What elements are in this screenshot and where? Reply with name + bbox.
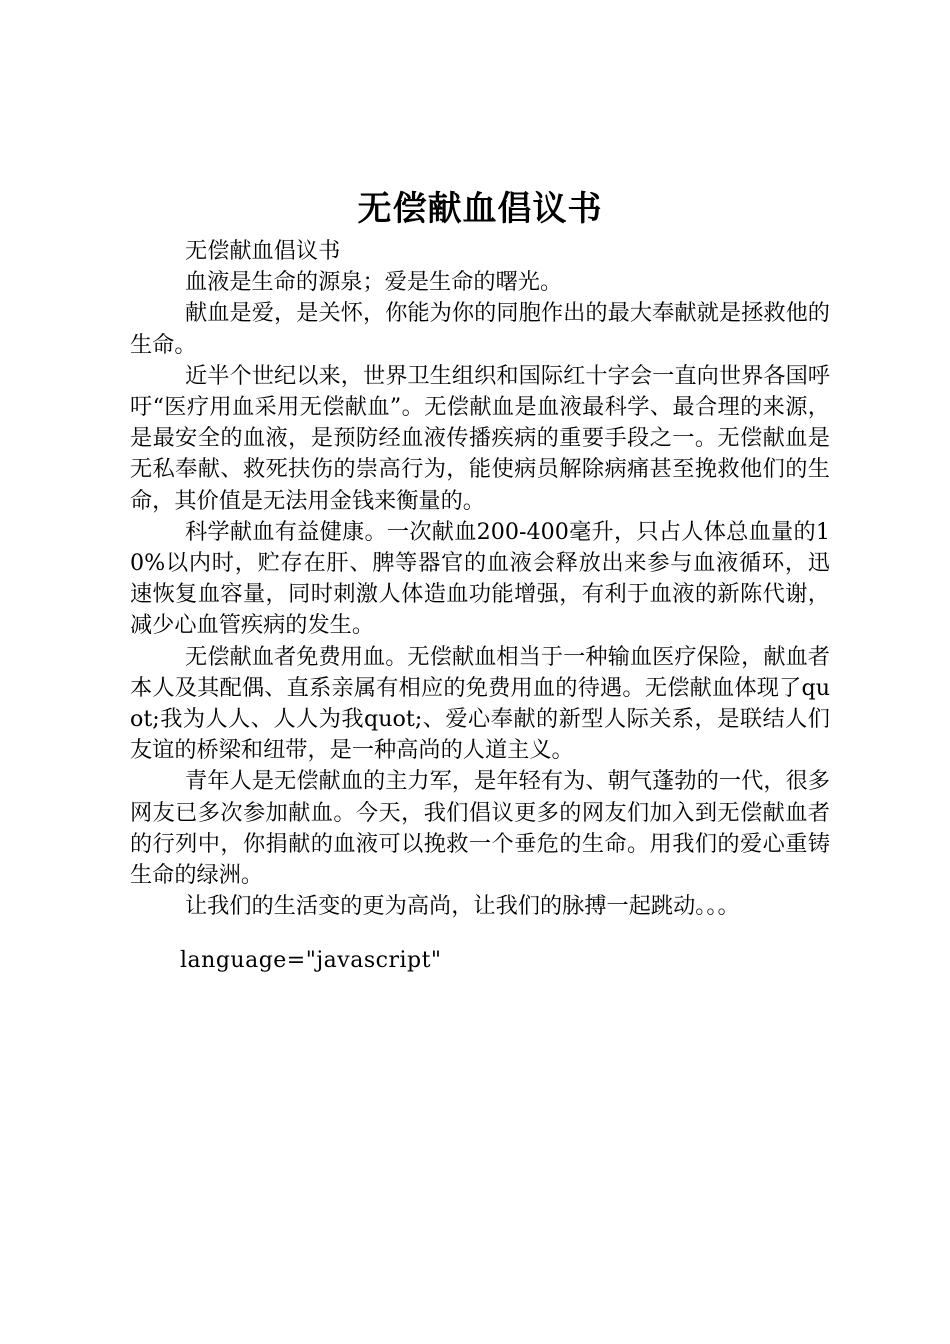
paragraph-love: 献血是爱，是关怀，你能为你的同胞作出的最大奉献就是拯救他的生命。	[130, 300, 830, 358]
trailing-code-text: language="javascript"	[180, 948, 442, 974]
paragraph-health: 科学献血有益健康。一次献血200-400毫升，只占人体总血量的10%以内时，贮存在肝、脾等器官的血液会释放出来参与血液循环，迅速恢复血容量，同时刺激人体造血功能增强，有利于血液的新陈代谢，减少心血管疾病的发生。	[130, 518, 830, 639]
document-body	[130, 236, 830, 977]
document-title: 无偿献血倡议书	[357, 189, 603, 229]
paragraph-free-blood: 无偿献血者免费用血。无偿献血相当于一种输血医疗保险，献血者本人及其配偶、直系亲属有相应的免费用血的待遇。无偿献血体现了quot;我为人人、人人为我quot;、爱心奉献的新型人际关系，是联结人们友谊的桥梁和纽带，是一种高尚的人道主义。	[130, 643, 830, 764]
paragraph-closing: 让我们的生活变的更为高尚，让我们的脉搏一起跳动。。。	[185, 893, 740, 920]
paragraph-history: 近半个世纪以来，世界卫生组织和国际红十字会一直向世界各国呼吁“医疗用血采用无偿献血”。无偿献血是血液最科学、最合理的来源，是最安全的血液，是预防经血液传播疾病的重要手段之一。无偿献血是无私奉献、救死扶伤的崇高行为，能使病员解除病痛甚至挽救他们的生命，其价值是无法用金钱来衡量的。	[130, 362, 830, 514]
paragraph-intro: 血液是生命的源泉；爱是生命的曙光。	[185, 269, 563, 296]
paragraph-heading: 无偿献血倡议书	[185, 238, 341, 264]
paragraph-youth: 青年人是无偿献血的主力军，是年轻有为、朝气蓬勃的一代，很多网友已多次参加献血。今天，我们倡议更多的网友们加入到无偿献血者的行列中，你捐献的血液可以挽救一个垂危的生命。用我们的爱心重铸生命的绿洲。	[130, 768, 830, 889]
